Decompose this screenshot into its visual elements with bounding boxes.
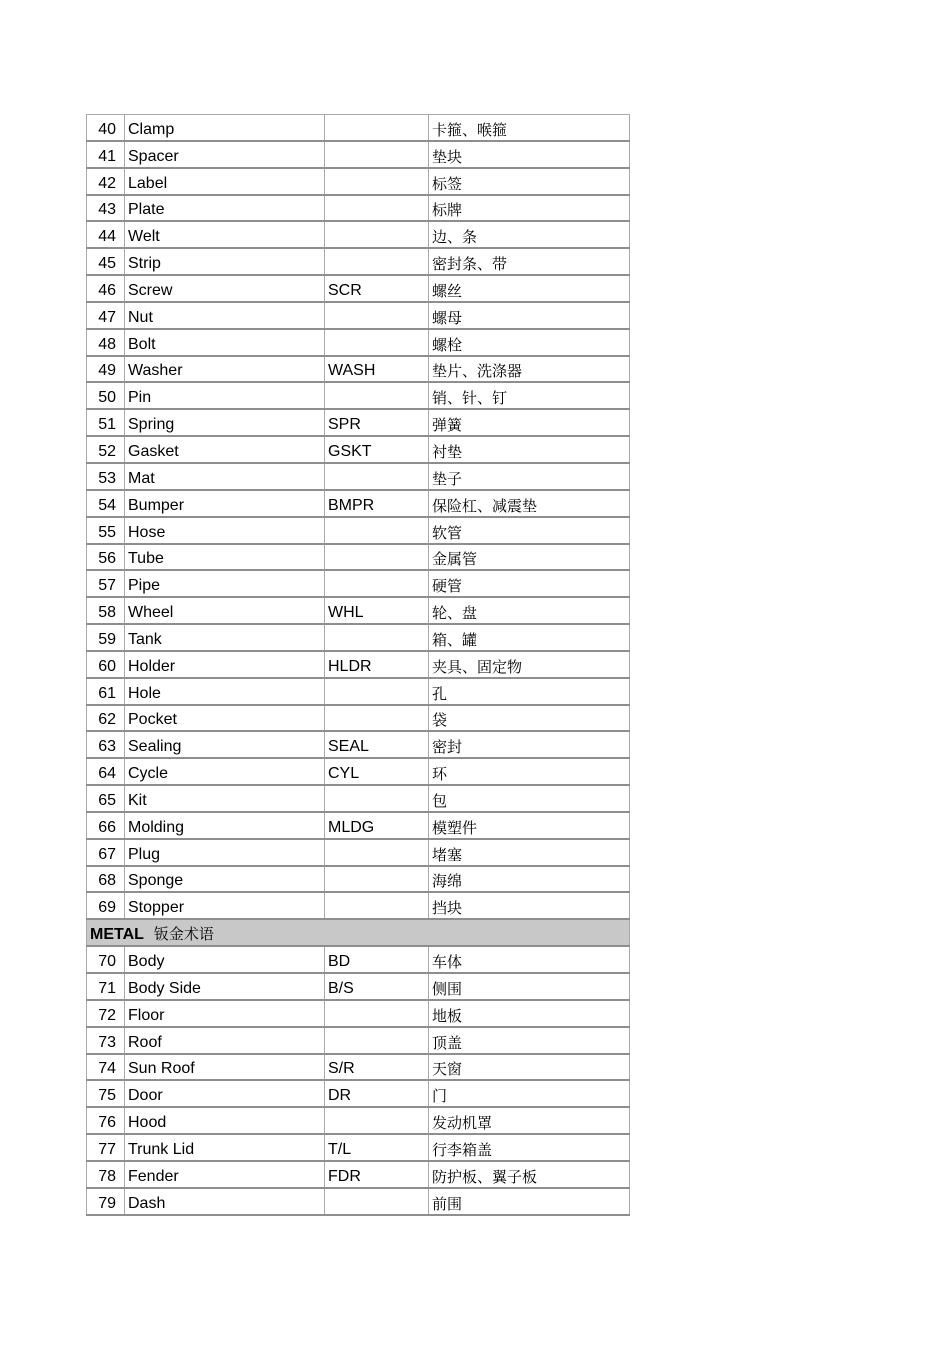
chinese-term-cell: 螺母: [429, 302, 630, 329]
row-number-cell: 43: [87, 195, 125, 222]
chinese-term-cell: 标牌: [429, 195, 630, 222]
table-row: [87, 544, 630, 571]
table-row: [87, 329, 630, 356]
row-number-cell: 42: [87, 168, 125, 195]
english-term-cell: Door: [125, 1080, 325, 1107]
row-number-cell: 64: [87, 758, 125, 785]
english-term-cell: Roof: [125, 1027, 325, 1054]
abbreviation-cell: CYL: [325, 758, 429, 785]
row-number-cell: 57: [87, 570, 125, 597]
table-row: [87, 409, 630, 436]
row-number-cell: 52: [87, 436, 125, 463]
row-number-cell: 60: [87, 651, 125, 678]
chinese-term-cell: 夹具、固定物: [429, 651, 630, 678]
abbreviation-cell: FDR: [325, 1161, 429, 1188]
row-number-cell: 77: [87, 1134, 125, 1161]
table-row: [87, 517, 630, 544]
abbreviation-cell: [325, 1000, 429, 1027]
english-term-cell: Stopper: [125, 892, 325, 919]
chinese-term-cell: 海绵: [429, 866, 630, 893]
row-number-cell: 50: [87, 382, 125, 409]
chinese-term-cell: 地板: [429, 1000, 630, 1027]
row-number-cell: 70: [87, 946, 125, 973]
english-term-cell: Sponge: [125, 866, 325, 893]
row-number-cell: 46: [87, 275, 125, 302]
table-row: [87, 1080, 630, 1107]
english-term-cell: Bolt: [125, 329, 325, 356]
chinese-term-cell: 弹簧: [429, 409, 630, 436]
abbreviation-cell: BMPR: [325, 490, 429, 517]
english-term-cell: Sealing: [125, 731, 325, 758]
abbreviation-cell: [325, 115, 429, 141]
glossary-table: [86, 114, 630, 1216]
row-number-cell: 49: [87, 356, 125, 383]
row-number-cell: 40: [87, 115, 125, 141]
row-number-cell: 41: [87, 141, 125, 168]
table-row: [87, 839, 630, 866]
table-row: [87, 705, 630, 732]
row-number-cell: 56: [87, 544, 125, 571]
chinese-term-cell: 箱、罐: [429, 624, 630, 651]
abbreviation-cell: SEAL: [325, 731, 429, 758]
table-row: [87, 141, 630, 168]
english-term-cell: Screw: [125, 275, 325, 302]
section-header-group: [87, 919, 630, 946]
table-row: [87, 624, 630, 651]
chinese-term-cell: 侧围: [429, 973, 630, 1000]
row-number-cell: 78: [87, 1161, 125, 1188]
english-term-cell: Fender: [125, 1161, 325, 1188]
table-row: [87, 195, 630, 222]
english-term-cell: Spacer: [125, 141, 325, 168]
abbreviation-cell: T/L: [325, 1134, 429, 1161]
abbreviation-cell: [325, 463, 429, 490]
abbreviation-cell: WHL: [325, 597, 429, 624]
abbreviation-cell: [325, 839, 429, 866]
row-number-cell: 58: [87, 597, 125, 624]
row-number-cell: 51: [87, 409, 125, 436]
chinese-term-cell: 发动机罩: [429, 1107, 630, 1134]
english-term-cell: Welt: [125, 221, 325, 248]
row-number-cell: 79: [87, 1188, 125, 1215]
chinese-term-cell: 标签: [429, 168, 630, 195]
row-number-cell: 55: [87, 517, 125, 544]
chinese-term-cell: 模塑件: [429, 812, 630, 839]
table-row: [87, 651, 630, 678]
table-row: [87, 168, 630, 195]
chinese-term-cell: 螺丝: [429, 275, 630, 302]
table-row: [87, 946, 630, 973]
chinese-term-cell: 行李箱盖: [429, 1134, 630, 1161]
chinese-term-cell: 边、条: [429, 221, 630, 248]
chinese-term-cell: 销、针、钉: [429, 382, 630, 409]
chinese-term-cell: 垫片、洗涤器: [429, 356, 630, 383]
chinese-term-cell: 包: [429, 785, 630, 812]
row-number-cell: 76: [87, 1107, 125, 1134]
row-number-cell: 54: [87, 490, 125, 517]
chinese-term-cell: 金属管: [429, 544, 630, 571]
english-term-cell: Tube: [125, 544, 325, 571]
abbreviation-cell: MLDG: [325, 812, 429, 839]
row-number-cell: 63: [87, 731, 125, 758]
english-term-cell: Strip: [125, 248, 325, 275]
english-term-cell: Trunk Lid: [125, 1134, 325, 1161]
chinese-term-cell: 防护板、翼子板: [429, 1161, 630, 1188]
section-title-en: METAL: [90, 926, 144, 944]
chinese-term-cell: 顶盖: [429, 1027, 630, 1054]
table-row: [87, 1054, 630, 1081]
english-term-cell: Hole: [125, 678, 325, 705]
table-row: [87, 463, 630, 490]
chinese-term-cell: 车体: [429, 946, 630, 973]
chinese-term-cell: 软管: [429, 517, 630, 544]
table-row: [87, 1027, 630, 1054]
table-row: [87, 490, 630, 517]
english-term-cell: Plug: [125, 839, 325, 866]
row-number-cell: 44: [87, 221, 125, 248]
chinese-term-cell: 保险杠、减震垫: [429, 490, 630, 517]
table-row: [87, 382, 630, 409]
chinese-term-cell: 前围: [429, 1188, 630, 1215]
row-number-cell: 73: [87, 1027, 125, 1054]
abbreviation-cell: [325, 168, 429, 195]
english-term-cell: Bumper: [125, 490, 325, 517]
english-term-cell: Body: [125, 946, 325, 973]
abbreviation-cell: [325, 892, 429, 919]
section-title-cn: 钣金术语: [153, 925, 214, 944]
english-term-cell: Holder: [125, 651, 325, 678]
glossary-rows-part-1: [87, 115, 630, 920]
english-term-cell: Label: [125, 168, 325, 195]
chinese-term-cell: 孔: [429, 678, 630, 705]
table-row: [87, 758, 630, 785]
english-term-cell: Kit: [125, 785, 325, 812]
table-row: [87, 1161, 630, 1188]
abbreviation-cell: [325, 141, 429, 168]
chinese-term-cell: 卡箍、喉箍: [429, 115, 630, 141]
english-term-cell: Mat: [125, 463, 325, 490]
abbreviation-cell: WASH: [325, 356, 429, 383]
row-number-cell: 53: [87, 463, 125, 490]
english-term-cell: Hood: [125, 1107, 325, 1134]
english-term-cell: Sun Roof: [125, 1054, 325, 1081]
table-row: [87, 436, 630, 463]
table-row: [87, 1107, 630, 1134]
row-number-cell: 75: [87, 1080, 125, 1107]
section-header-cell: [87, 919, 630, 946]
table-row: [87, 1000, 630, 1027]
chinese-term-cell: 螺栓: [429, 329, 630, 356]
table-row: [87, 1134, 630, 1161]
table-row: [87, 221, 630, 248]
abbreviation-cell: [325, 624, 429, 651]
row-number-cell: 69: [87, 892, 125, 919]
abbreviation-cell: [325, 195, 429, 222]
english-term-cell: Plate: [125, 195, 325, 222]
table-row: [87, 597, 630, 624]
abbreviation-cell: [325, 517, 429, 544]
glossary-sheet: [86, 114, 629, 1216]
row-number-cell: 68: [87, 866, 125, 893]
english-term-cell: Floor: [125, 1000, 325, 1027]
chinese-term-cell: 垫子: [429, 463, 630, 490]
table-row: [87, 785, 630, 812]
english-term-cell: Gasket: [125, 436, 325, 463]
chinese-term-cell: 衬垫: [429, 436, 630, 463]
abbreviation-cell: [325, 785, 429, 812]
abbreviation-cell: [325, 1027, 429, 1054]
abbreviation-cell: [325, 302, 429, 329]
abbreviation-cell: [325, 866, 429, 893]
glossary-rows-part-2: [87, 946, 630, 1214]
chinese-term-cell: 堵塞: [429, 839, 630, 866]
english-term-cell: Nut: [125, 302, 325, 329]
english-term-cell: Clamp: [125, 115, 325, 141]
table-row: [87, 892, 630, 919]
abbreviation-cell: [325, 705, 429, 732]
table-row: [87, 866, 630, 893]
abbreviation-cell: [325, 221, 429, 248]
english-term-cell: Molding: [125, 812, 325, 839]
row-number-cell: 47: [87, 302, 125, 329]
english-term-cell: Tank: [125, 624, 325, 651]
chinese-term-cell: 环: [429, 758, 630, 785]
chinese-term-cell: 硬管: [429, 570, 630, 597]
abbreviation-cell: SPR: [325, 409, 429, 436]
chinese-term-cell: 轮、盘: [429, 597, 630, 624]
abbreviation-cell: DR: [325, 1080, 429, 1107]
chinese-term-cell: 天窗: [429, 1054, 630, 1081]
abbreviation-cell: [325, 678, 429, 705]
english-term-cell: Hose: [125, 517, 325, 544]
section-header-row: [87, 919, 630, 946]
abbreviation-cell: [325, 329, 429, 356]
row-number-cell: 61: [87, 678, 125, 705]
table-row: [87, 973, 630, 1000]
chinese-term-cell: 门: [429, 1080, 630, 1107]
abbreviation-cell: S/R: [325, 1054, 429, 1081]
table-row: [87, 1188, 630, 1215]
chinese-term-cell: 挡块: [429, 892, 630, 919]
english-term-cell: Pocket: [125, 705, 325, 732]
row-number-cell: 74: [87, 1054, 125, 1081]
row-number-cell: 72: [87, 1000, 125, 1027]
abbreviation-cell: [325, 544, 429, 571]
chinese-term-cell: 垫块: [429, 141, 630, 168]
english-term-cell: Body Side: [125, 973, 325, 1000]
abbreviation-cell: [325, 382, 429, 409]
row-number-cell: 48: [87, 329, 125, 356]
table-row: [87, 812, 630, 839]
table-row: [87, 356, 630, 383]
table-row: [87, 678, 630, 705]
abbreviation-cell: [325, 1188, 429, 1215]
abbreviation-cell: B/S: [325, 973, 429, 1000]
chinese-term-cell: 袋: [429, 705, 630, 732]
abbreviation-cell: SCR: [325, 275, 429, 302]
abbreviation-cell: [325, 248, 429, 275]
row-number-cell: 65: [87, 785, 125, 812]
abbreviation-cell: BD: [325, 946, 429, 973]
english-term-cell: Pin: [125, 382, 325, 409]
row-number-cell: 71: [87, 973, 125, 1000]
abbreviation-cell: HLDR: [325, 651, 429, 678]
table-row: [87, 302, 630, 329]
english-term-cell: Washer: [125, 356, 325, 383]
table-row: [87, 275, 630, 302]
chinese-term-cell: 密封条、带: [429, 248, 630, 275]
row-number-cell: 67: [87, 839, 125, 866]
english-term-cell: Dash: [125, 1188, 325, 1215]
table-row: [87, 731, 630, 758]
english-term-cell: Pipe: [125, 570, 325, 597]
abbreviation-cell: GSKT: [325, 436, 429, 463]
english-term-cell: Cycle: [125, 758, 325, 785]
abbreviation-cell: [325, 1107, 429, 1134]
table-row: [87, 115, 630, 141]
table-row: [87, 570, 630, 597]
row-number-cell: 66: [87, 812, 125, 839]
row-number-cell: 45: [87, 248, 125, 275]
row-number-cell: 62: [87, 705, 125, 732]
english-term-cell: Spring: [125, 409, 325, 436]
chinese-term-cell: 密封: [429, 731, 630, 758]
abbreviation-cell: [325, 570, 429, 597]
table-row: [87, 248, 630, 275]
english-term-cell: Wheel: [125, 597, 325, 624]
row-number-cell: 59: [87, 624, 125, 651]
